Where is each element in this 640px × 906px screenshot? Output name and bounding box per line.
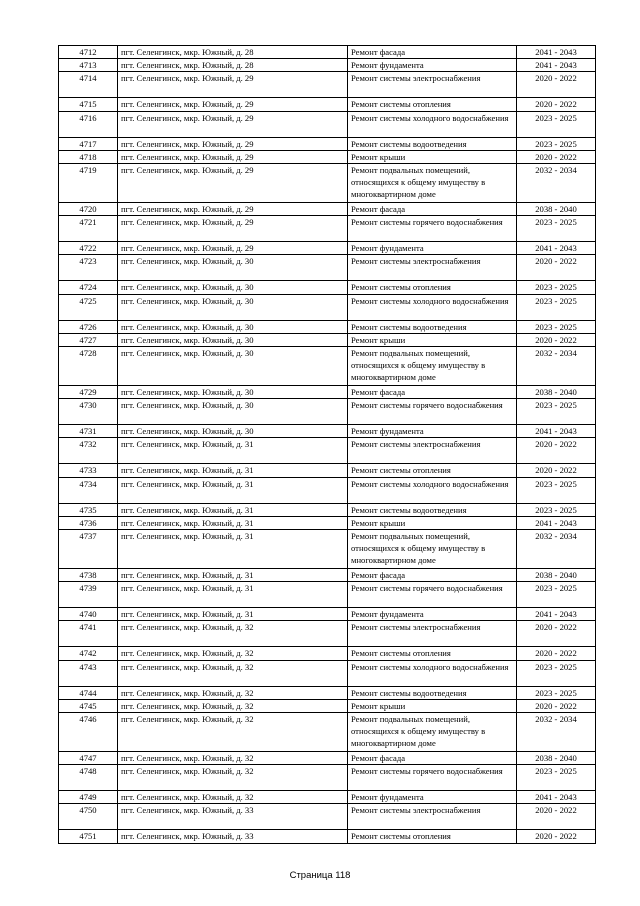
row-number-cell: 4733 bbox=[59, 464, 118, 477]
table-row bbox=[59, 333, 596, 346]
address-cell: пгт. Селенгинск, мкр. Южный, д. 29 bbox=[118, 72, 348, 98]
table-row bbox=[59, 752, 596, 765]
row-number-cell: 4720 bbox=[59, 203, 118, 216]
table-row bbox=[59, 320, 596, 333]
address-cell: пгт. Селенгинск, мкр. Южный, д. 33 bbox=[118, 804, 348, 830]
period-cell: 2020 - 2022 bbox=[517, 255, 596, 281]
period-cell: 2023 - 2025 bbox=[517, 137, 596, 150]
table-row bbox=[59, 477, 596, 503]
table-row bbox=[59, 686, 596, 699]
address-cell: пгт. Селенгинск, мкр. Южный, д. 31 bbox=[118, 503, 348, 516]
period-cell: 2020 - 2022 bbox=[517, 98, 596, 111]
table-row bbox=[59, 582, 596, 608]
table-body bbox=[59, 46, 596, 844]
table-row bbox=[59, 503, 596, 516]
table-row bbox=[59, 438, 596, 464]
work-type-cell: Ремонт системы холодного водоснабжения bbox=[348, 660, 517, 686]
work-type-cell: Ремонт крыши bbox=[348, 516, 517, 529]
address-cell: пгт. Селенгинск, мкр. Южный, д. 32 bbox=[118, 686, 348, 699]
table-row bbox=[59, 765, 596, 791]
row-number-cell: 4719 bbox=[59, 164, 118, 203]
address-cell: пгт. Селенгинск, мкр. Южный, д. 31 bbox=[118, 477, 348, 503]
row-number-cell: 4718 bbox=[59, 150, 118, 163]
address-cell: пгт. Селенгинск, мкр. Южный, д. 32 bbox=[118, 791, 348, 804]
work-type-cell: Ремонт подвальных помещений, относящихся к общему имуществу в многоквартирном доме bbox=[348, 530, 517, 569]
address-cell: пгт. Селенгинск, мкр. Южный, д. 32 bbox=[118, 660, 348, 686]
work-type-cell: Ремонт фасада bbox=[348, 386, 517, 399]
row-number-cell: 4717 bbox=[59, 137, 118, 150]
work-type-cell: Ремонт подвальных помещений, относящихся к общему имуществу в многоквартирном доме bbox=[348, 347, 517, 386]
period-cell: 2041 - 2043 bbox=[517, 608, 596, 621]
table-row bbox=[59, 830, 596, 843]
address-cell: пгт. Селенгинск, мкр. Южный, д. 31 bbox=[118, 464, 348, 477]
work-type-cell: Ремонт системы горячего водоснабжения bbox=[348, 582, 517, 608]
period-cell: 2038 - 2040 bbox=[517, 386, 596, 399]
table-row bbox=[59, 281, 596, 294]
work-type-cell: Ремонт системы электроснабжения bbox=[348, 621, 517, 647]
period-cell: 2023 - 2025 bbox=[517, 294, 596, 320]
address-cell: пгт. Селенгинск, мкр. Южный, д. 31 bbox=[118, 516, 348, 529]
work-type-cell: Ремонт системы водоотведения bbox=[348, 686, 517, 699]
table-row bbox=[59, 386, 596, 399]
address-cell: пгт. Селенгинск, мкр. Южный, д. 31 bbox=[118, 608, 348, 621]
table-row bbox=[59, 111, 596, 137]
address-cell: пгт. Селенгинск, мкр. Южный, д. 29 bbox=[118, 242, 348, 255]
row-number-cell: 4737 bbox=[59, 530, 118, 569]
period-cell: 2023 - 2025 bbox=[517, 503, 596, 516]
work-type-cell: Ремонт фасада bbox=[348, 203, 517, 216]
row-number-cell: 4712 bbox=[59, 46, 118, 59]
period-cell: 2020 - 2022 bbox=[517, 804, 596, 830]
work-type-cell: Ремонт системы отопления bbox=[348, 464, 517, 477]
work-type-cell: Ремонт системы электроснабжения bbox=[348, 804, 517, 830]
row-number-cell: 4721 bbox=[59, 216, 118, 242]
work-type-cell: Ремонт фасада bbox=[348, 569, 517, 582]
work-type-cell: Ремонт крыши bbox=[348, 150, 517, 163]
table-row bbox=[59, 72, 596, 98]
period-cell: 2020 - 2022 bbox=[517, 333, 596, 346]
work-type-cell: Ремонт подвальных помещений, относящихся к общему имуществу в многоквартирном доме bbox=[348, 164, 517, 203]
address-cell: пгт. Селенгинск, мкр. Южный, д. 30 bbox=[118, 294, 348, 320]
table-row bbox=[59, 699, 596, 712]
address-cell: пгт. Селенгинск, мкр. Южный, д. 30 bbox=[118, 281, 348, 294]
address-cell: пгт. Селенгинск, мкр. Южный, д. 32 bbox=[118, 752, 348, 765]
address-cell: пгт. Селенгинск, мкр. Южный, д. 30 bbox=[118, 255, 348, 281]
row-number-cell: 4725 bbox=[59, 294, 118, 320]
row-number-cell: 4735 bbox=[59, 503, 118, 516]
work-type-cell: Ремонт системы горячего водоснабжения bbox=[348, 765, 517, 791]
work-type-cell: Ремонт системы горячего водоснабжения bbox=[348, 216, 517, 242]
work-type-cell: Ремонт системы электроснабжения bbox=[348, 255, 517, 281]
work-type-cell: Ремонт фундамента bbox=[348, 425, 517, 438]
address-cell: пгт. Селенгинск, мкр. Южный, д. 29 bbox=[118, 111, 348, 137]
address-cell: пгт. Селенгинск, мкр. Южный, д. 31 bbox=[118, 569, 348, 582]
table-row bbox=[59, 294, 596, 320]
work-type-cell: Ремонт фундамента bbox=[348, 791, 517, 804]
row-number-cell: 4743 bbox=[59, 660, 118, 686]
address-cell: пгт. Селенгинск, мкр. Южный, д. 31 bbox=[118, 438, 348, 464]
address-cell: пгт. Селенгинск, мкр. Южный, д. 29 bbox=[118, 98, 348, 111]
work-type-cell: Ремонт фасада bbox=[348, 46, 517, 59]
address-cell: пгт. Селенгинск, мкр. Южный, д. 29 bbox=[118, 216, 348, 242]
work-type-cell: Ремонт системы электроснабжения bbox=[348, 438, 517, 464]
period-cell: 2020 - 2022 bbox=[517, 72, 596, 98]
address-cell: пгт. Селенгинск, мкр. Южный, д. 28 bbox=[118, 59, 348, 72]
address-cell: пгт. Селенгинск, мкр. Южный, д. 29 bbox=[118, 150, 348, 163]
row-number-cell: 4730 bbox=[59, 399, 118, 425]
period-cell: 2020 - 2022 bbox=[517, 438, 596, 464]
period-cell: 2032 - 2034 bbox=[517, 347, 596, 386]
work-type-cell: Ремонт системы отопления bbox=[348, 281, 517, 294]
work-type-cell: Ремонт фундамента bbox=[348, 59, 517, 72]
row-number-cell: 4732 bbox=[59, 438, 118, 464]
work-type-cell: Ремонт системы холодного водоснабжения bbox=[348, 111, 517, 137]
address-cell: пгт. Селенгинск, мкр. Южный, д. 28 bbox=[118, 46, 348, 59]
table-row bbox=[59, 59, 596, 72]
period-cell: 2023 - 2025 bbox=[517, 399, 596, 425]
row-number-cell: 4729 bbox=[59, 386, 118, 399]
work-type-cell: Ремонт фундамента bbox=[348, 242, 517, 255]
page-number: Страница 118 bbox=[289, 870, 351, 881]
table-row bbox=[59, 255, 596, 281]
row-number-cell: 4749 bbox=[59, 791, 118, 804]
period-cell: 2023 - 2025 bbox=[517, 765, 596, 791]
table-row bbox=[59, 464, 596, 477]
table-row bbox=[59, 137, 596, 150]
period-cell: 2038 - 2040 bbox=[517, 752, 596, 765]
row-number-cell: 4738 bbox=[59, 569, 118, 582]
work-type-cell: Ремонт системы водоотведения bbox=[348, 137, 517, 150]
period-cell: 2038 - 2040 bbox=[517, 203, 596, 216]
table-row bbox=[59, 46, 596, 59]
address-cell: пгт. Селенгинск, мкр. Южный, д. 31 bbox=[118, 582, 348, 608]
work-type-cell: Ремонт крыши bbox=[348, 333, 517, 346]
period-cell: 2023 - 2025 bbox=[517, 320, 596, 333]
work-type-cell: Ремонт системы водоотведения bbox=[348, 320, 517, 333]
row-number-cell: 4740 bbox=[59, 608, 118, 621]
table-row bbox=[59, 791, 596, 804]
work-type-cell: Ремонт фундамента bbox=[348, 608, 517, 621]
table-row bbox=[59, 347, 596, 386]
table-row bbox=[59, 164, 596, 203]
period-cell: 2032 - 2034 bbox=[517, 713, 596, 752]
address-cell: пгт. Селенгинск, мкр. Южный, д. 30 bbox=[118, 386, 348, 399]
row-number-cell: 4747 bbox=[59, 752, 118, 765]
row-number-cell: 4741 bbox=[59, 621, 118, 647]
table-row bbox=[59, 150, 596, 163]
period-cell: 2023 - 2025 bbox=[517, 111, 596, 137]
table-row bbox=[59, 98, 596, 111]
table-row bbox=[59, 530, 596, 569]
period-cell: 2020 - 2022 bbox=[517, 699, 596, 712]
row-number-cell: 4713 bbox=[59, 59, 118, 72]
row-number-cell: 4736 bbox=[59, 516, 118, 529]
work-type-cell: Ремонт системы горячего водоснабжения bbox=[348, 399, 517, 425]
period-cell: 2038 - 2040 bbox=[517, 569, 596, 582]
address-cell: пгт. Селенгинск, мкр. Южный, д. 29 bbox=[118, 164, 348, 203]
table-row bbox=[59, 621, 596, 647]
address-cell: пгт. Селенгинск, мкр. Южный, д. 30 bbox=[118, 333, 348, 346]
period-cell: 2020 - 2022 bbox=[517, 150, 596, 163]
address-cell: пгт. Селенгинск, мкр. Южный, д. 33 bbox=[118, 830, 348, 843]
work-type-cell: Ремонт крыши bbox=[348, 699, 517, 712]
period-cell: 2023 - 2025 bbox=[517, 216, 596, 242]
period-cell: 2041 - 2043 bbox=[517, 425, 596, 438]
period-cell: 2023 - 2025 bbox=[517, 477, 596, 503]
period-cell: 2041 - 2043 bbox=[517, 46, 596, 59]
row-number-cell: 4715 bbox=[59, 98, 118, 111]
row-number-cell: 4734 bbox=[59, 477, 118, 503]
row-number-cell: 4723 bbox=[59, 255, 118, 281]
period-cell: 2041 - 2043 bbox=[517, 242, 596, 255]
address-cell: пгт. Селенгинск, мкр. Южный, д. 32 bbox=[118, 699, 348, 712]
table-row bbox=[59, 713, 596, 752]
address-cell: пгт. Селенгинск, мкр. Южный, д. 31 bbox=[118, 530, 348, 569]
period-cell: 2032 - 2034 bbox=[517, 164, 596, 203]
row-number-cell: 4714 bbox=[59, 72, 118, 98]
period-cell: 2020 - 2022 bbox=[517, 830, 596, 843]
row-number-cell: 4728 bbox=[59, 347, 118, 386]
work-type-cell: Ремонт системы холодного водоснабжения bbox=[348, 477, 517, 503]
work-type-cell: Ремонт фасада bbox=[348, 752, 517, 765]
period-cell: 2023 - 2025 bbox=[517, 686, 596, 699]
row-number-cell: 4742 bbox=[59, 647, 118, 660]
row-number-cell: 4726 bbox=[59, 320, 118, 333]
address-cell: пгт. Селенгинск, мкр. Южный, д. 30 bbox=[118, 399, 348, 425]
period-cell: 2020 - 2022 bbox=[517, 621, 596, 647]
row-number-cell: 4722 bbox=[59, 242, 118, 255]
row-number-cell: 4716 bbox=[59, 111, 118, 137]
table-row bbox=[59, 660, 596, 686]
period-cell: 2023 - 2025 bbox=[517, 660, 596, 686]
table-row bbox=[59, 399, 596, 425]
row-number-cell: 4727 bbox=[59, 333, 118, 346]
table-row bbox=[59, 425, 596, 438]
repair-schedule-table bbox=[58, 45, 596, 844]
table-row bbox=[59, 203, 596, 216]
row-number-cell: 4744 bbox=[59, 686, 118, 699]
row-number-cell: 4731 bbox=[59, 425, 118, 438]
work-type-cell: Ремонт подвальных помещений, относящихся к общему имуществу в многоквартирном доме bbox=[348, 713, 517, 752]
row-number-cell: 4751 bbox=[59, 830, 118, 843]
table-row bbox=[59, 242, 596, 255]
work-type-cell: Ремонт системы отопления bbox=[348, 647, 517, 660]
table-row bbox=[59, 804, 596, 830]
work-type-cell: Ремонт системы водоотведения bbox=[348, 503, 517, 516]
row-number-cell: 4745 bbox=[59, 699, 118, 712]
address-cell: пгт. Селенгинск, мкр. Южный, д. 32 bbox=[118, 713, 348, 752]
table-row bbox=[59, 516, 596, 529]
address-cell: пгт. Селенгинск, мкр. Южный, д. 32 bbox=[118, 647, 348, 660]
table-row bbox=[59, 569, 596, 582]
table-row bbox=[59, 608, 596, 621]
work-type-cell: Ремонт системы отопления bbox=[348, 830, 517, 843]
period-cell: 2023 - 2025 bbox=[517, 582, 596, 608]
row-number-cell: 4750 bbox=[59, 804, 118, 830]
work-type-cell: Ремонт системы электроснабжения bbox=[348, 72, 517, 98]
period-cell: 2041 - 2043 bbox=[517, 516, 596, 529]
address-cell: пгт. Селенгинск, мкр. Южный, д. 30 bbox=[118, 320, 348, 333]
address-cell: пгт. Селенгинск, мкр. Южный, д. 30 bbox=[118, 425, 348, 438]
period-cell: 2020 - 2022 bbox=[517, 464, 596, 477]
address-cell: пгт. Селенгинск, мкр. Южный, д. 32 bbox=[118, 621, 348, 647]
work-type-cell: Ремонт системы холодного водоснабжения bbox=[348, 294, 517, 320]
period-cell: 2020 - 2022 bbox=[517, 647, 596, 660]
period-cell: 2023 - 2025 bbox=[517, 281, 596, 294]
row-number-cell: 4746 bbox=[59, 713, 118, 752]
row-number-cell: 4724 bbox=[59, 281, 118, 294]
period-cell: 2041 - 2043 bbox=[517, 791, 596, 804]
period-cell: 2041 - 2043 bbox=[517, 59, 596, 72]
work-type-cell: Ремонт системы отопления bbox=[348, 98, 517, 111]
address-cell: пгт. Селенгинск, мкр. Южный, д. 32 bbox=[118, 765, 348, 791]
address-cell: пгт. Селенгинск, мкр. Южный, д. 29 bbox=[118, 137, 348, 150]
table-row bbox=[59, 216, 596, 242]
row-number-cell: 4739 bbox=[59, 582, 118, 608]
address-cell: пгт. Селенгинск, мкр. Южный, д. 29 bbox=[118, 203, 348, 216]
address-cell: пгт. Селенгинск, мкр. Южный, д. 30 bbox=[118, 347, 348, 386]
period-cell: 2032 - 2034 bbox=[517, 530, 596, 569]
row-number-cell: 4748 bbox=[59, 765, 118, 791]
table-row bbox=[59, 647, 596, 660]
